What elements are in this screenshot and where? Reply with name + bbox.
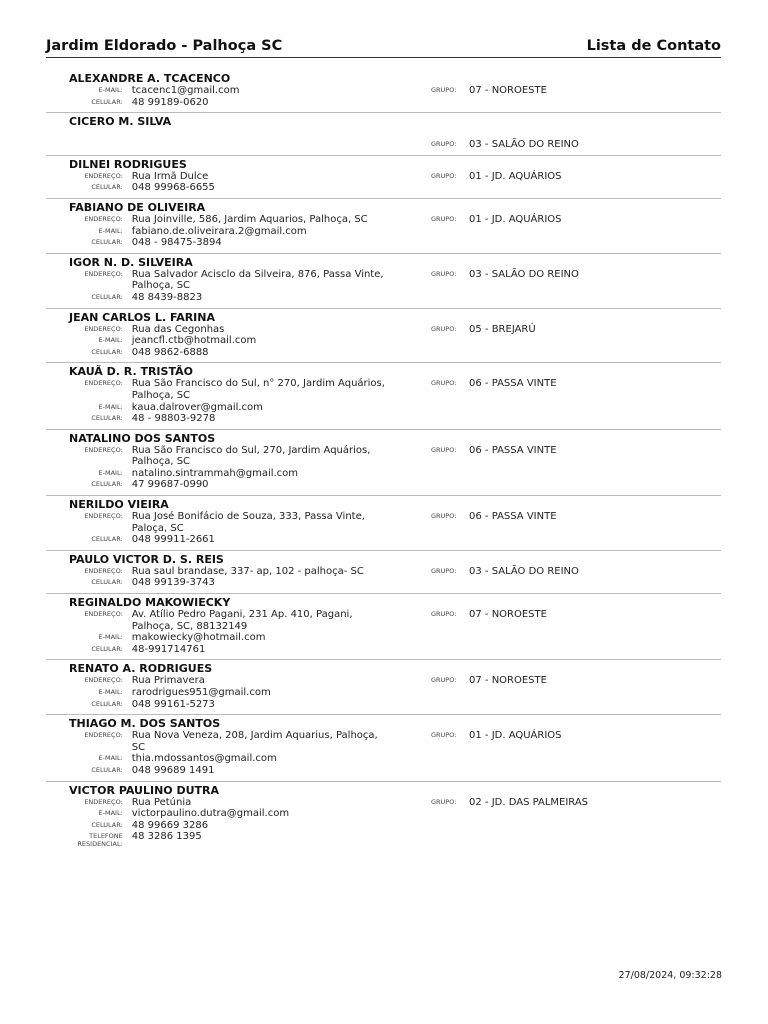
- field-celular: [46, 97, 386, 109]
- field-endereco: [46, 609, 386, 632]
- field-value: 48 99189-0620: [131, 96, 209, 108]
- group-label: GRUPO:: [431, 797, 457, 806]
- group-label: GRUPO:: [431, 610, 457, 619]
- field-label: CELULAR:: [91, 183, 123, 192]
- contact-name: NERILDO VIEIRA: [69, 498, 169, 512]
- contact-fields: [46, 797, 386, 849]
- group-value: 02 - JD. DAS PALMEIRAS: [469, 796, 589, 808]
- field-value: Rua Irmã Dulce: [131, 170, 209, 182]
- field-value: Av. Atílio Pedro Pagani, 231 Ap. 410, Pagani, Palhoça, SC, 88132149: [131, 609, 353, 632]
- contact-group: [431, 85, 547, 108]
- field-value: 48 3286 1395: [131, 831, 202, 843]
- field-celular: [46, 699, 386, 711]
- print-timestamp: 27/08/2024, 09:32:28: [618, 970, 722, 981]
- field-endereco: [46, 566, 386, 578]
- contact-entry: [46, 309, 721, 364]
- contact-fields: [46, 730, 386, 776]
- field-value: thia.mdossantos@gmail.com: [131, 753, 277, 765]
- field-endereco: [46, 214, 386, 226]
- group-value: 01 - JD. AQUÁRIOS: [469, 170, 562, 182]
- group-label: GRUPO:: [431, 512, 457, 521]
- field-celular: [46, 182, 386, 194]
- group-label: GRUPO:: [431, 269, 457, 278]
- contact-group: [431, 139, 579, 151]
- field-value: Rua saul brandase, 337- ap, 102 - palhoça- SC: [131, 565, 364, 577]
- field-value: 48-991714761: [131, 643, 206, 655]
- field-label: E-MAIL:: [98, 688, 123, 696]
- contact-group: [431, 171, 562, 194]
- field-label: ENDEREÇO:: [84, 676, 123, 685]
- group-label: GRUPO:: [431, 171, 457, 180]
- contact-name: RENATO A. RODRIGUES: [69, 662, 213, 676]
- contact-name: REGINALDO MAKOWIECKY: [69, 596, 231, 610]
- field-celular: [46, 577, 386, 589]
- field-label: TELEFONE RESIDENCIAL:: [77, 832, 123, 849]
- group-value: 07 - NOROESTE: [469, 85, 547, 96]
- field-email: [46, 632, 386, 644]
- contact-fields: [46, 675, 386, 710]
- contact-fields: [46, 609, 386, 655]
- field-endereco: [46, 675, 386, 687]
- contact-fields: [46, 85, 386, 108]
- field-value: Rua Salvador Acisclo da Silveira, 876, Passa Vinte, Palhoça, SC: [131, 268, 384, 292]
- field-value: Rua Nova Veneza, 208, Jardim Aquarius, Palhoça, SC: [131, 730, 378, 753]
- group-value: 06 - PASSA VINTE: [469, 511, 557, 523]
- field-email: [46, 753, 386, 765]
- field-celular: [46, 644, 386, 656]
- group-value: 01 - JD. AQUÁRIOS: [469, 730, 562, 742]
- field-value: 48 - 98803-9278: [131, 413, 216, 425]
- field-label: ENDEREÇO:: [84, 566, 123, 575]
- field-label: CELULAR:: [91, 535, 123, 544]
- field-value: 048 99689 1491: [131, 764, 215, 776]
- field-label: ENDEREÇO:: [84, 731, 123, 740]
- contact-name: KAUÃ D. R. TRISTÃO: [69, 365, 193, 379]
- field-label: CELULAR:: [91, 480, 123, 489]
- group-value: 01 - JD. AQUÁRIOS: [469, 213, 562, 225]
- group-value: 05 - BREJARÚ: [469, 323, 536, 335]
- contact-group: [431, 269, 579, 304]
- contact-list: [46, 70, 721, 852]
- field-label: CELULAR:: [91, 414, 123, 423]
- field-value: jeancfl.ctb@hotmail.com: [131, 335, 257, 347]
- field-email: [46, 808, 386, 820]
- group-value: 07 - NOROESTE: [469, 675, 547, 687]
- group-label: GRUPO:: [431, 140, 457, 149]
- contact-fields: [46, 566, 386, 589]
- group-label: GRUPO:: [431, 324, 457, 333]
- group-label: GRUPO:: [431, 731, 457, 740]
- field-label: ENDEREÇO:: [84, 171, 123, 180]
- group-value: 07 - NOROESTE: [469, 609, 547, 621]
- field-value: 048 99139-3743: [131, 577, 215, 589]
- group-value: 03 - SALÃO DO REINO: [469, 139, 579, 151]
- contact-fields: [46, 214, 386, 249]
- field-endereco: [46, 171, 386, 183]
- field-value: 048 99161-5273: [131, 698, 215, 710]
- field-email: [46, 226, 386, 238]
- field-label: CELULAR:: [91, 820, 123, 829]
- contact-fields: [46, 445, 386, 491]
- contact-name: IGOR N. D. SILVEIRA: [69, 255, 193, 269]
- contact-entry: [46, 70, 721, 113]
- field-label: CELULAR:: [91, 97, 123, 106]
- field-label: CELULAR:: [91, 578, 123, 587]
- field-label: ENDEREÇO:: [84, 324, 123, 333]
- contact-entry: [46, 594, 721, 660]
- field-label: ENDEREÇO:: [84, 269, 123, 278]
- contact-group: [431, 675, 547, 710]
- field-label: E-MAIL:: [98, 336, 123, 345]
- field-celular: [46, 765, 386, 777]
- group-label: GRUPO:: [431, 676, 457, 685]
- group-value: 06 - PASSA VINTE: [469, 444, 557, 456]
- field-label: CELULAR:: [91, 699, 123, 708]
- field-celular: [46, 292, 386, 304]
- contact-name: ALEXANDRE A. TCACENCO: [69, 72, 231, 85]
- field-label: ENDEREÇO:: [84, 214, 123, 223]
- field-email: [46, 687, 386, 699]
- contact-entry: [46, 782, 721, 853]
- field-value: Rua José Bonifácio de Souza, 333, Passa Vinte, Paloça, SC: [131, 511, 365, 534]
- field-telefone: [46, 831, 386, 848]
- field-endereco: [46, 378, 386, 401]
- field-endereco: [46, 797, 386, 809]
- field-value: 048 9862-6888: [131, 346, 209, 358]
- contact-name: DILNEI RODRIGUES: [69, 157, 187, 171]
- field-label: ENDEREÇO:: [84, 797, 123, 806]
- group-value: 06 - PASSA VINTE: [469, 378, 557, 390]
- group-value: 03 - SALÃO DO REINO: [469, 268, 579, 280]
- field-value: tcacenc1@gmail.com: [131, 85, 240, 96]
- group-label: GRUPO:: [431, 214, 457, 223]
- field-label: CELULAR:: [91, 765, 123, 774]
- contact-fields: [46, 324, 386, 359]
- group-label: GRUPO:: [431, 379, 457, 388]
- field-endereco: [46, 269, 386, 292]
- field-value: makowiecky@hotmail.com: [131, 632, 266, 644]
- field-label: CELULAR:: [91, 644, 123, 653]
- contact-entry: [46, 363, 721, 429]
- contact-group: [431, 445, 557, 491]
- contact-group: [431, 730, 562, 776]
- field-value: Rua Joinville, 586, Jardim Aquarios, Palhoça, SC: [131, 213, 368, 225]
- page-title: Jardim Eldorado - Palhoça SC: [46, 38, 283, 54]
- contact-group: [431, 609, 547, 655]
- field-value: fabiano.de.oliveirara.2@gmail.com: [131, 225, 307, 237]
- field-endereco: [46, 730, 386, 753]
- field-value: 048 - 98475-3894: [131, 237, 222, 249]
- contact-entry: [46, 199, 721, 254]
- field-value: kaua.dalrover@gmail.com: [131, 401, 263, 413]
- field-email: [46, 335, 386, 347]
- contact-entry: [46, 430, 721, 496]
- field-value: 048 99968-6655: [131, 182, 215, 194]
- field-celular: [46, 237, 386, 249]
- contact-entry: [46, 551, 721, 594]
- contact-group: [431, 324, 536, 359]
- contact-entry: [46, 156, 721, 199]
- field-label: E-MAIL:: [98, 226, 123, 235]
- contact-fields: [46, 269, 386, 304]
- contact-entry: [46, 496, 721, 551]
- field-label: CELULAR:: [91, 347, 123, 356]
- field-label: ENDEREÇO:: [84, 610, 123, 619]
- field-value: 47 99687-0990: [131, 479, 209, 491]
- field-value: Rua São Francisco do Sul, n° 270, Jardim Aquários, Palhoça, SC: [131, 378, 385, 401]
- field-label: E-MAIL:: [98, 633, 123, 642]
- group-label: GRUPO:: [431, 86, 457, 94]
- field-celular: [46, 479, 386, 491]
- contact-name: PAULO VICTOR D. S. REIS: [69, 552, 224, 566]
- contact-name: FABIANO DE OLIVEIRA: [69, 200, 206, 214]
- contact-name: JEAN CARLOS L. FARINA: [69, 310, 215, 324]
- field-label: CELULAR:: [91, 292, 123, 301]
- contact-group: [431, 378, 557, 424]
- contact-group: [431, 214, 562, 249]
- field-email: [46, 468, 386, 480]
- contact-fields: [46, 378, 386, 424]
- group-label: GRUPO:: [431, 445, 457, 454]
- field-label: E-MAIL:: [98, 468, 123, 477]
- field-celular: [46, 534, 386, 546]
- field-value: 48 8439-8823: [131, 291, 203, 303]
- contact-group: [431, 797, 588, 849]
- group-value: 03 - SALÃO DO REINO: [469, 565, 579, 577]
- field-value: 048 99911-2661: [131, 534, 215, 546]
- field-celular: [46, 413, 386, 425]
- contact-fields: [46, 128, 386, 151]
- contact-entry: [46, 254, 721, 309]
- contact-name: THIAGO M. DOS SANTOS: [69, 717, 221, 731]
- field-label: E-MAIL:: [98, 402, 123, 411]
- field-celular: [46, 347, 386, 359]
- field-endereco: [46, 511, 386, 534]
- field-email: [46, 402, 386, 414]
- field-value: Rua São Francisco do Sul, 270, Jardim Aquários, Palhoça, SC: [131, 444, 371, 468]
- contact-group: [431, 566, 579, 589]
- contact-fields: [46, 171, 386, 194]
- contact-fields: [46, 511, 386, 546]
- field-label: ENDEREÇO:: [84, 379, 123, 388]
- field-label: ENDEREÇO:: [84, 445, 123, 454]
- field-celular: [46, 820, 386, 832]
- field-value: Rua Petúnia: [131, 796, 192, 808]
- field-endereco: [46, 445, 386, 468]
- field-label: ENDEREÇO:: [84, 512, 123, 521]
- contact-name: CICERO M. SILVA: [69, 115, 172, 129]
- field-value: Rua Primavera: [131, 675, 205, 687]
- page-header: [46, 38, 721, 58]
- contact-entry: [46, 113, 721, 156]
- field-label: E-MAIL:: [98, 86, 123, 94]
- field-value: rarodrigues951@gmail.com: [131, 687, 271, 698]
- group-label: GRUPO:: [431, 566, 457, 575]
- page-subtitle: Lista de Contato: [586, 38, 721, 54]
- contact-name: VICTOR PAULINO DUTRA: [69, 783, 220, 797]
- field-endereco: [46, 324, 386, 336]
- field-value: Rua das Cegonhas: [131, 323, 225, 335]
- field-value: natalino.sintrammah@gmail.com: [131, 467, 299, 479]
- contact-entry: [46, 715, 721, 781]
- field-value: 48 99669 3286: [131, 819, 209, 831]
- contact-group: [431, 511, 557, 546]
- field-label: E-MAIL:: [98, 754, 123, 763]
- field-email: [46, 85, 386, 97]
- field-label: CELULAR:: [91, 238, 123, 247]
- contact-entry: [46, 660, 721, 715]
- field-label: E-MAIL:: [98, 809, 123, 818]
- field-value: victorpaulino.dutra@gmail.com: [131, 808, 290, 820]
- contact-name: NATALINO DOS SANTOS: [69, 431, 216, 445]
